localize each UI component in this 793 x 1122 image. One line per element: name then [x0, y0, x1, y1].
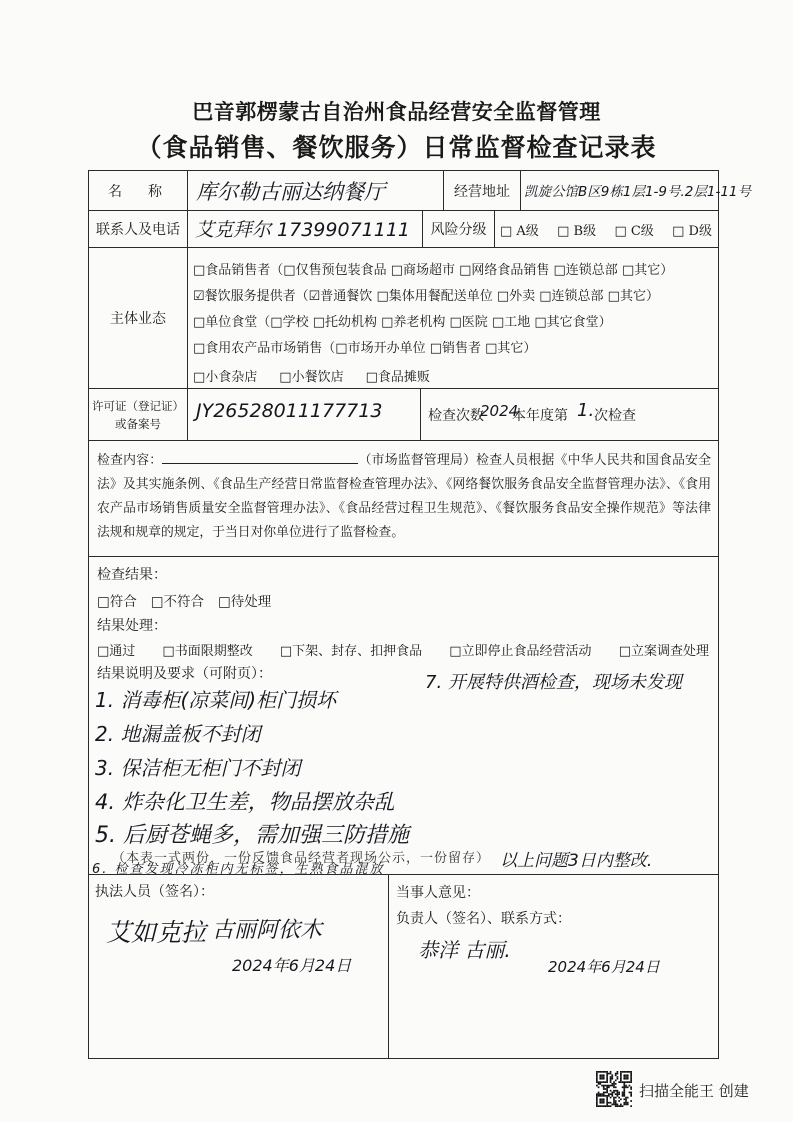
contact-label: 联系人及电话 [96, 222, 180, 238]
risk-option-d: □ D级 [672, 224, 712, 239]
officer-signature-1: 艾如克拉 [106, 918, 207, 947]
inspection-count-suffix: 次检查 [594, 408, 636, 424]
note-item-6: 6. 检查发现冷冻柜内无标签，生熟食品混放 [92, 862, 385, 877]
name-label-cell [88, 170, 188, 211]
address-label-cell [443, 170, 521, 211]
rectification-deadline: 以上问题3日内整改. [500, 851, 653, 871]
handling-label: 结果处理： [97, 618, 167, 634]
notes-label: 结果说明及要求（可附页）： [97, 666, 272, 682]
license-number-handwritten: JY26528011177713 [196, 400, 383, 422]
risk-option-c: □ C级 [614, 224, 654, 239]
result-label: 检查结果： [97, 567, 167, 583]
business-name-handwritten: 库尔勒古丽达纳餐厅 [196, 180, 385, 204]
inspection-count-label: 检查次数 [428, 408, 484, 424]
result-options [97, 590, 271, 610]
business-line-small-vendors [193, 366, 430, 385]
handling-option-stop: □立即停止食品经营活动 [449, 644, 592, 659]
form-title-line1: 巴音郭楞蒙古自治州食品经营安全监督管理 [192, 99, 601, 124]
small-grocery-option: □小食杂店 [193, 370, 258, 385]
result-option-noncompliant: □不符合 [150, 594, 205, 610]
authority-blank-line [162, 450, 358, 464]
risk-label: 风险分级 [430, 222, 487, 238]
inspection-content-text: （市场监督管理局）检查人员根据《中华人民共和国食品安全法》及其实施条例、《食品生产经营日常监督检查管理办法》、《网络餐饮服务食品安全监督管理办法》、《食用农产品市场销售质量安全监督管理办法》、《食品经营过程卫生规范》、《餐饮服务食品安全操作规范》等法律法规和规章的规定，于当日对你单位进行了监督检查。 [97, 453, 711, 540]
result-option-compliant: □符合 [97, 594, 137, 610]
license-label-line2: 或备案号 [115, 416, 161, 431]
note-item-3: 3. 保洁柜无柜门不封闭 [95, 756, 301, 780]
handling-option-seize: □下架、封存、扣押食品 [279, 644, 423, 659]
license-label-cell [88, 388, 188, 441]
food-stall-option: □食品摊贩 [365, 370, 430, 385]
party-opinion-label: 当事人意见： [396, 885, 480, 901]
form-title-line2: （食品销售、餐饮服务）日常监督检查记录表 [136, 133, 657, 162]
business-line-canteen: □单位食堂（□学校 □托幼机构 □养老机构 □医院 □工地 □其它食堂） [193, 315, 612, 330]
handling-options [97, 640, 709, 659]
inspection-year-handwritten: 2024 [480, 402, 519, 420]
result-option-pending: □待处理 [218, 594, 272, 610]
handling-option-rectify: □书面限期整改 [162, 644, 253, 659]
business-type-label: 主体业态 [110, 311, 166, 327]
small-restaurant-option: □小餐饮店 [279, 370, 344, 385]
note-item-2: 2. 地漏盖板不封闭 [95, 722, 261, 746]
business-line-catering: ☑餐饮服务提供者（☑普通餐饮 □集体用餐配送单位 □外卖 □连锁总部 □其它） [193, 289, 659, 304]
risk-options [500, 220, 712, 239]
business-type-label-cell [88, 247, 188, 389]
address-label: 经营地址 [454, 183, 510, 200]
address-handwritten: 凯旋公馆B区9栋1层1-9号.2层1-11号 [524, 184, 752, 200]
business-line-agri-market: □食用农产品市场销售（□市场开办单位 □销售者 □其它） [193, 341, 537, 356]
risk-label-cell [422, 210, 495, 248]
officer-signature-label: 执法人员（签名）： [95, 884, 214, 900]
qr-code [596, 1071, 632, 1107]
handling-option-pass: □通过 [97, 644, 136, 659]
note-item-4: 4. 炸杂化卫生差，物品摆放杂乱 [95, 790, 395, 814]
note-item-7: 7. 开展特供酒检查，现场未发现 [425, 672, 682, 693]
scanner-watermark: 扫描全能王 创建 [639, 1082, 749, 1100]
inspection-content-paragraph [97, 449, 711, 545]
risk-option-a: □ A级 [500, 224, 539, 239]
license-label-line1: 许可证（登记证） [92, 398, 184, 413]
contact-label-cell [88, 210, 188, 248]
party-signature: 恭洋 古丽. [418, 938, 511, 962]
note-item-1: 1. 消毒柜(凉菜间)柜门损坏 [95, 688, 337, 712]
party-contact-label: 负责人（签名）、联系方式： [396, 911, 571, 927]
note-item-5: 5. 后厨苍蝇多，需加强三防措施 [95, 823, 409, 848]
business-line-food-seller: □食品销售者（□仅售预包装食品 □商场超市 □网络食品销售 □连锁总部 □其它） [193, 263, 674, 278]
inspection-content-label: 检查内容： [97, 453, 163, 468]
name-label: 名 称 [108, 183, 168, 200]
inspection-number-handwritten: 1. [577, 400, 595, 421]
contact-handwritten: 艾克拜尔 17399071111 [195, 219, 411, 241]
officer-signature-2: 古丽阿依木 [212, 918, 323, 943]
inspection-count-prefix: 本年度第 [512, 408, 568, 424]
party-signature-date: 2024年6月24日 [548, 958, 660, 976]
handling-option-investigate: □立案调查处理 [618, 644, 709, 659]
form-copies-note: （本表一式两份，一份反馈食品经营者现场公示，一份留存） [112, 851, 491, 866]
risk-option-b: □ B级 [557, 224, 597, 239]
officer-signature-date: 2024年6月24日 [232, 956, 352, 975]
